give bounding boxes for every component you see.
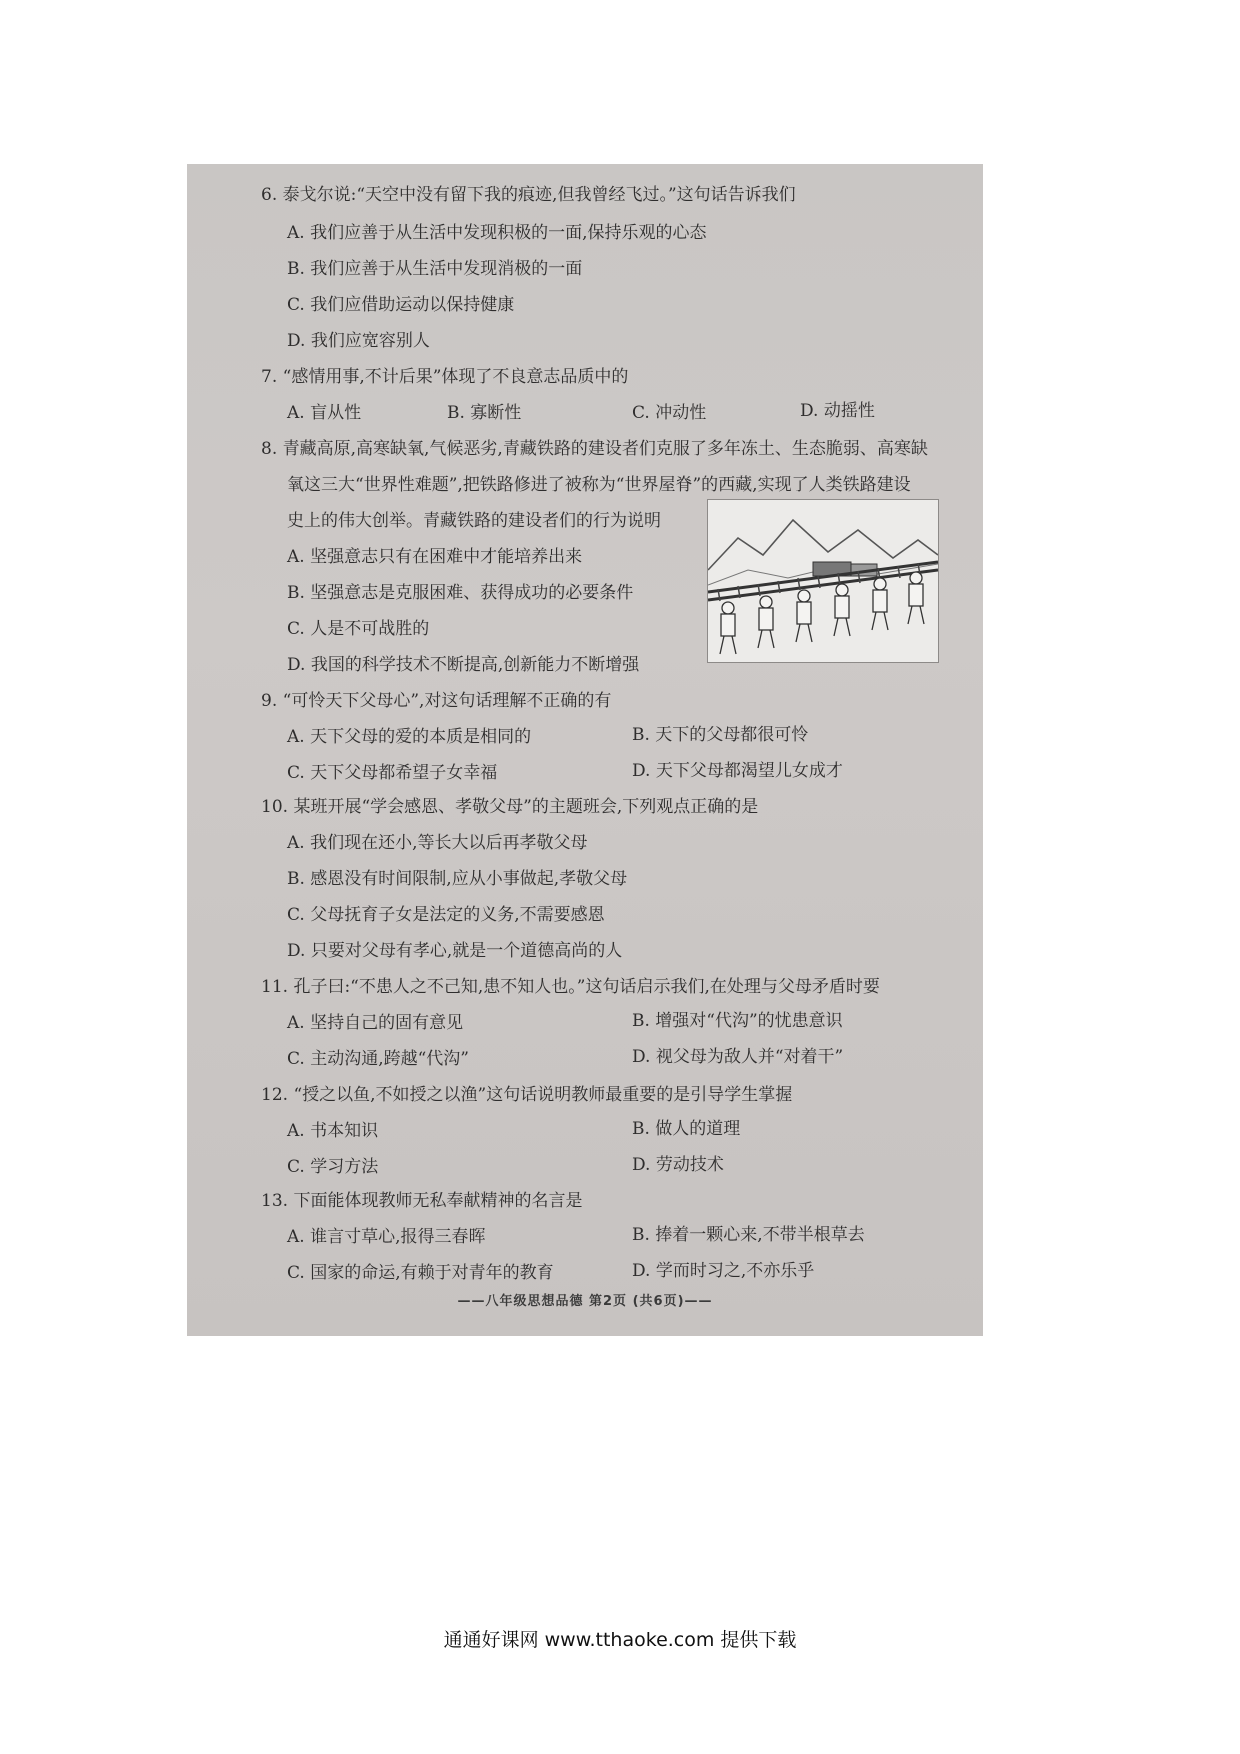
- question-13-option-a: A. 谁言寸草心,报得三春晖: [287, 1227, 486, 1247]
- question-12-option-d: D. 劳动技术: [632, 1155, 724, 1175]
- question-8-option-b: B. 坚强意志是克服困难、获得成功的必要条件: [287, 583, 634, 603]
- scanned-page-photo: [187, 164, 983, 1336]
- question-8-stem-line-1: 8. 青藏高原,高寒缺氧,气候恶劣,青藏铁路的建设者们克服了多年冻土、生态脆弱、高寒缺: [261, 439, 928, 459]
- question-12-option-a: A. 书本知识: [287, 1121, 379, 1141]
- question-7-option-b: B. 寡断性: [447, 403, 522, 423]
- question-11-option-b: B. 增强对“代沟”的忧患意识: [632, 1011, 843, 1031]
- question-9-option-b: B. 天下的父母都很可怜: [632, 725, 809, 745]
- question-12-option-c: C. 学习方法: [287, 1157, 379, 1177]
- question-10-stem: 10. 某班开展“学会感恩、孝敬父母”的主题班会,下列观点正确的是: [261, 797, 759, 817]
- question-6-option-b: B. 我们应善于从生活中发现消极的一面: [287, 259, 583, 279]
- question-11-option-d: D. 视父母为敌人并“对着干”: [632, 1047, 844, 1067]
- question-9-stem: 9. “可怜天下父母心”,对这句话理解不正确的有: [261, 691, 612, 711]
- download-credit-text: 通通好课网 www.tthaoke.com 提供下载: [443, 1629, 797, 1651]
- question-8-option-a: A. 坚强意志只有在困难中才能培养出来: [287, 547, 583, 567]
- question-12-option-b: B. 做人的道理: [632, 1119, 741, 1139]
- question-7-option-d: D. 动摇性: [800, 401, 875, 421]
- page-footer: ——八年级思想品德 第2页 (共6页)——: [457, 1294, 713, 1309]
- question-10-option-a: A. 我们现在还小,等长大以后再孝敬父母: [287, 833, 588, 853]
- question-10-option-d: D. 只要对父母有孝心,就是一个道德高尚的人: [287, 941, 623, 961]
- question-8-stem-line-2: 氧这三大“世界性难题”,把铁路修进了被称为“世界屋脊”的西藏,实现了人类铁路建设: [287, 475, 911, 495]
- question-8-stem-line-3: 史上的伟大创举。青藏铁路的建设者们的行为说明: [287, 511, 661, 531]
- question-10-option-c: C. 父母抚育子女是法定的义务,不需要感恩: [287, 905, 605, 925]
- question-11-stem: 11. 孔子曰:“不患人之不己知,患不知人也。”这句话启示我们,在处理与父母矛盾时要: [261, 977, 880, 997]
- question-13-option-b: B. 捧着一颗心来,不带半根草去: [632, 1225, 865, 1245]
- question-6-option-a: A. 我们应善于从生活中发现积极的一面,保持乐观的心态: [287, 223, 707, 243]
- question-6-stem: 6. 泰戈尔说:“天空中没有留下我的痕迹,但我曾经飞过。”这句话告诉我们: [261, 185, 796, 205]
- question-10-option-b: B. 感恩没有时间限制,应从小事做起,孝敬父母: [287, 869, 628, 889]
- question-6-option-c: C. 我们应借助运动以保持健康: [287, 295, 515, 315]
- question-7-stem: 7. “感情用事,不计后果”体现了不良意志品质中的: [261, 367, 629, 387]
- question-11-option-a: A. 坚持自己的固有意见: [287, 1013, 464, 1033]
- question-7-option-a: A. 盲从性: [287, 403, 362, 423]
- railway-workers-illustration: [707, 499, 939, 663]
- question-13-stem: 13. 下面能体现教师无私奉献精神的名言是: [261, 1191, 583, 1211]
- question-9-option-a: A. 天下父母的爱的本质是相同的: [287, 727, 532, 747]
- question-8-option-c: C. 人是不可战胜的: [287, 619, 430, 639]
- question-9-option-d: D. 天下父母都渴望儿女成才: [632, 761, 843, 781]
- question-8-option-d: D. 我国的科学技术不断提高,创新能力不断增强: [287, 655, 640, 675]
- question-7-option-c: C. 冲动性: [632, 403, 707, 423]
- question-11-option-c: C. 主动沟通,跨越“代沟”: [287, 1049, 469, 1069]
- question-13-option-d: D. 学而时习之,不亦乐乎: [632, 1261, 815, 1281]
- question-12-stem: 12. “授之以鱼,不如授之以渔”这句话说明教师最重要的是引导学生掌握: [261, 1085, 793, 1105]
- question-13-option-c: C. 国家的命运,有赖于对青年的教育: [287, 1263, 554, 1283]
- question-9-option-c: C. 天下父母都希望子女幸福: [287, 763, 498, 783]
- question-6-option-d: D. 我们应宽容别人: [287, 331, 430, 351]
